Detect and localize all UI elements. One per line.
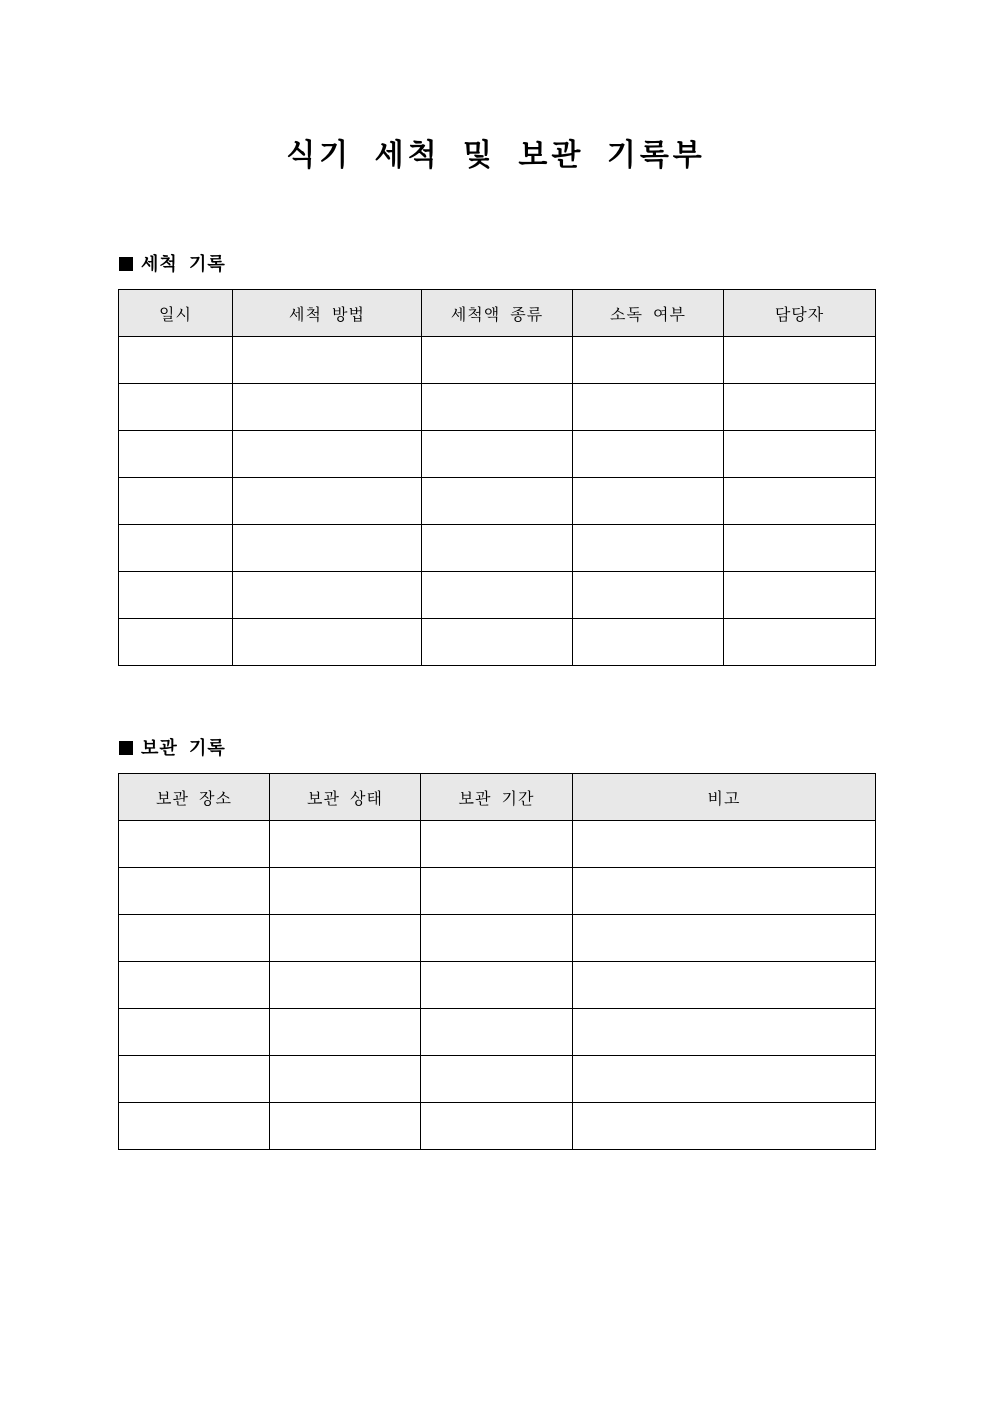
column-header-detergent-type: 세척액 종류 bbox=[422, 290, 573, 337]
table-header-row bbox=[119, 290, 876, 337]
table-cell[interactable] bbox=[573, 431, 724, 478]
table-cell[interactable] bbox=[233, 525, 422, 572]
column-header-storage-location: 보관 장소 bbox=[119, 774, 270, 821]
table-cell[interactable] bbox=[233, 572, 422, 619]
table-cell[interactable] bbox=[422, 478, 573, 525]
document-title: 식기 세척 및 보관 기록부 bbox=[286, 138, 706, 173]
column-header-sanitized: 소독 여부 bbox=[573, 290, 724, 337]
table-cell[interactable] bbox=[724, 572, 876, 619]
table-row bbox=[119, 478, 876, 525]
table-cell[interactable] bbox=[422, 431, 573, 478]
table-cell[interactable] bbox=[119, 337, 233, 384]
storage-section-label: 보관 기록 bbox=[141, 738, 226, 759]
table-cell[interactable] bbox=[119, 915, 270, 962]
table-cell[interactable] bbox=[270, 915, 421, 962]
table-row bbox=[119, 337, 876, 384]
table-cell[interactable] bbox=[724, 525, 876, 572]
table-cell[interactable] bbox=[233, 478, 422, 525]
column-header-wash-method: 세척 방법 bbox=[233, 290, 422, 337]
column-header-remarks: 비고 bbox=[573, 774, 876, 821]
table-cell[interactable] bbox=[421, 1056, 573, 1103]
table-row bbox=[119, 525, 876, 572]
table-cell[interactable] bbox=[270, 1009, 421, 1056]
table-row bbox=[119, 1103, 876, 1150]
table-cell[interactable] bbox=[573, 384, 724, 431]
table-cell[interactable] bbox=[270, 1103, 421, 1150]
table-cell[interactable] bbox=[119, 868, 270, 915]
table-row bbox=[119, 1056, 876, 1103]
table-cell[interactable] bbox=[270, 1056, 421, 1103]
wash-section-heading bbox=[119, 253, 226, 277]
table-cell[interactable] bbox=[573, 1009, 876, 1056]
storage-record-table bbox=[118, 773, 876, 1150]
table-row bbox=[119, 431, 876, 478]
table-row bbox=[119, 821, 876, 868]
table-cell[interactable] bbox=[724, 478, 876, 525]
table-cell[interactable] bbox=[422, 337, 573, 384]
table-cell[interactable] bbox=[421, 962, 573, 1009]
table-cell[interactable] bbox=[573, 525, 724, 572]
table-cell[interactable] bbox=[573, 478, 724, 525]
table-cell[interactable] bbox=[422, 384, 573, 431]
table-row bbox=[119, 915, 876, 962]
table-cell[interactable] bbox=[421, 1103, 573, 1150]
table-cell[interactable] bbox=[119, 431, 233, 478]
table-cell[interactable] bbox=[573, 1056, 876, 1103]
table-cell[interactable] bbox=[119, 619, 233, 666]
table-cell[interactable] bbox=[270, 868, 421, 915]
table-cell[interactable] bbox=[119, 384, 233, 431]
table-cell[interactable] bbox=[233, 619, 422, 666]
table-row bbox=[119, 619, 876, 666]
table-cell[interactable] bbox=[233, 431, 422, 478]
table-cell[interactable] bbox=[573, 337, 724, 384]
table-cell[interactable] bbox=[119, 478, 233, 525]
table-cell[interactable] bbox=[119, 1009, 270, 1056]
table-cell[interactable] bbox=[724, 384, 876, 431]
table-cell[interactable] bbox=[421, 821, 573, 868]
square-bullet-icon bbox=[119, 257, 133, 271]
column-header-storage-period: 보관 기간 bbox=[421, 774, 573, 821]
table-cell[interactable] bbox=[573, 1103, 876, 1150]
column-header-storage-condition: 보관 상태 bbox=[270, 774, 421, 821]
table-cell[interactable] bbox=[724, 619, 876, 666]
wash-record-table bbox=[118, 289, 876, 666]
table-cell[interactable] bbox=[421, 1009, 573, 1056]
table-row bbox=[119, 962, 876, 1009]
table-cell[interactable] bbox=[233, 384, 422, 431]
table-cell[interactable] bbox=[422, 525, 573, 572]
storage-section-heading bbox=[119, 737, 226, 761]
table-row bbox=[119, 868, 876, 915]
table-cell[interactable] bbox=[119, 962, 270, 1009]
table-cell[interactable] bbox=[270, 962, 421, 1009]
table-cell[interactable] bbox=[421, 915, 573, 962]
table-cell[interactable] bbox=[233, 337, 422, 384]
table-row bbox=[119, 1009, 876, 1056]
table-cell[interactable] bbox=[724, 431, 876, 478]
table-cell[interactable] bbox=[421, 868, 573, 915]
table-cell[interactable] bbox=[119, 1056, 270, 1103]
table-cell[interactable] bbox=[573, 619, 724, 666]
table-cell[interactable] bbox=[573, 821, 876, 868]
wash-section-label: 세척 기록 bbox=[141, 254, 226, 275]
table-cell[interactable] bbox=[573, 962, 876, 1009]
column-header-datetime: 일시 bbox=[119, 290, 233, 337]
table-cell[interactable] bbox=[573, 915, 876, 962]
table-row bbox=[119, 572, 876, 619]
table-cell[interactable] bbox=[119, 821, 270, 868]
table-row bbox=[119, 384, 876, 431]
table-cell[interactable] bbox=[573, 868, 876, 915]
table-cell[interactable] bbox=[119, 572, 233, 619]
table-cell[interactable] bbox=[270, 821, 421, 868]
table-cell[interactable] bbox=[119, 525, 233, 572]
table-cell[interactable] bbox=[573, 572, 724, 619]
table-cell[interactable] bbox=[422, 619, 573, 666]
table-cell[interactable] bbox=[422, 572, 573, 619]
table-cell[interactable] bbox=[724, 337, 876, 384]
table-header-row bbox=[119, 774, 876, 821]
table-cell[interactable] bbox=[119, 1103, 270, 1150]
column-header-person-in-charge: 담당자 bbox=[724, 290, 876, 337]
square-bullet-icon bbox=[119, 741, 133, 755]
